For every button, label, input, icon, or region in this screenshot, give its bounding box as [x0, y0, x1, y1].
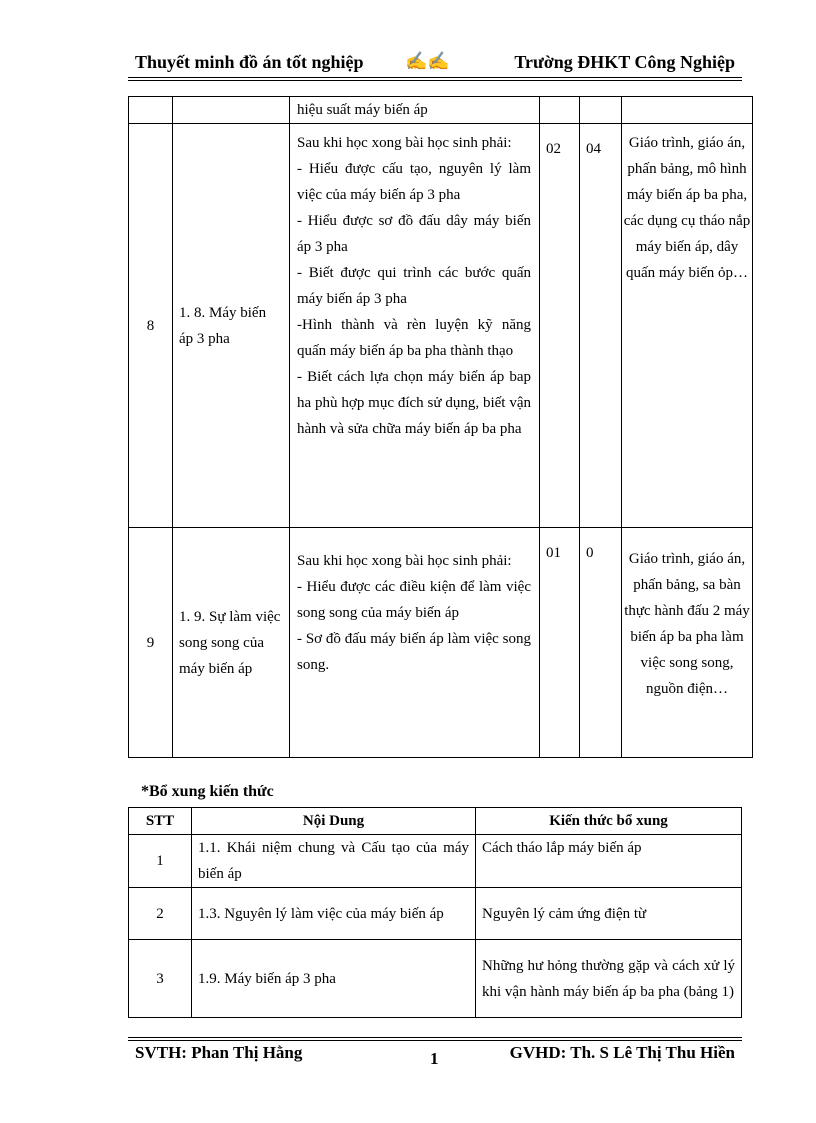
cell-stt: 2: [129, 888, 192, 940]
table-row: [129, 97, 753, 124]
footer-student: SVTH: Phan Thị Hằng: [135, 1043, 303, 1062]
cell-lt: 01: [540, 528, 580, 758]
cell-lt: 02: [540, 124, 580, 528]
cell-content: hiệu suất máy biến áp: [290, 97, 540, 124]
cell-means: Giáo trình, giáo án, phấn bảng, mô hình máy biến áp ba pha, các dụng cụ tháo nắp máy biến áp, dây quấn máy biến ỏp…: [622, 124, 753, 528]
table-row: [129, 124, 753, 528]
cell-stt: 1: [129, 835, 192, 888]
cell-content: 1.1. Khái niệm chung và Cấu tạo của máy biến áp: [192, 835, 476, 888]
cell-th: 04: [580, 124, 622, 528]
cell-stt: 8: [129, 124, 173, 528]
footer-rule-2: [128, 1040, 742, 1041]
header-ornament: ✍✍: [405, 51, 450, 71]
cell-title: 1. 9. Sự làm việc song song của máy biến áp: [173, 528, 290, 758]
col-header-content: Nội Dung: [192, 808, 476, 835]
header-rule-2: [128, 80, 742, 81]
supplement-title: *Bổ xung kiến thức: [141, 783, 274, 800]
col-header-stt: STT: [129, 808, 192, 835]
header-rule: [128, 77, 742, 78]
cell-th: 0: [580, 528, 622, 758]
table-row: [129, 528, 753, 758]
header-left: Thuyết minh đồ án tốt nghiệp: [135, 52, 364, 72]
header-right: Trường ĐHKT Công Nghiệp: [514, 52, 735, 72]
cell-content: Sau khi học xong bài học sinh phải: - Hiểu được cấu tạo, nguyên lý làm việc của máy biến áp 3 pha - Hiểu được sơ đồ đấu dây máy biến áp 3 pha - Biết được qui trình các bước quấn máy biến áp 3 pha -Hình thành và rèn luyện kỹ năng quấn máy biến áp ba pha thành thạo - Biết cách lựa chọn máy biến áp bap ha phù hợp mục đích sử dụng, biết vận hành và sửa chữa máy biến áp ba pha: [290, 124, 540, 528]
cell-extra: Những hư hỏng thường gặp và cách xử lý khi vận hành máy biến áp ba pha (bảng 1): [476, 940, 742, 1018]
cell-stt: 9: [129, 528, 173, 758]
lesson-table: [128, 96, 753, 758]
col-header-extra: Kiến thức bổ xung: [476, 808, 742, 835]
cell-content: Sau khi học xong bài học sinh phải: - Hiểu được các điều kiện để làm việc song song của máy biến áp - Sơ đồ đấu máy biến áp làm việc song song.: [290, 528, 540, 758]
page-header: [135, 50, 735, 76]
footer-rule: [128, 1037, 742, 1038]
table-row: [129, 940, 742, 1018]
cell-extra: Cách tháo lắp máy biến áp: [476, 835, 742, 888]
cell-content: 1.3. Nguyên lý làm việc của máy biến áp: [192, 888, 476, 940]
page-footer: [135, 1043, 735, 1069]
cell-stt: 3: [129, 940, 192, 1018]
cell-extra: Nguyên lý cảm ứng điện từ: [476, 888, 742, 940]
table-row: [129, 835, 742, 888]
cell-means: Giáo trình, giáo án, phấn bảng, sa bàn thực hành đấu 2 máy biến áp ba pha làm việc song song, nguồn điện…: [622, 528, 753, 758]
cell-content: 1.9. Máy biến áp 3 pha: [192, 940, 476, 1018]
page-number: 1: [430, 1049, 439, 1068]
cell-title: 1. 8. Máy biến áp 3 pha: [173, 124, 290, 528]
supplement-table: [128, 807, 742, 1018]
table-row: [129, 888, 742, 940]
table-header-row: [129, 808, 742, 835]
footer-supervisor: GVHD: Th. S Lê Thị Thu Hiền: [509, 1043, 735, 1062]
